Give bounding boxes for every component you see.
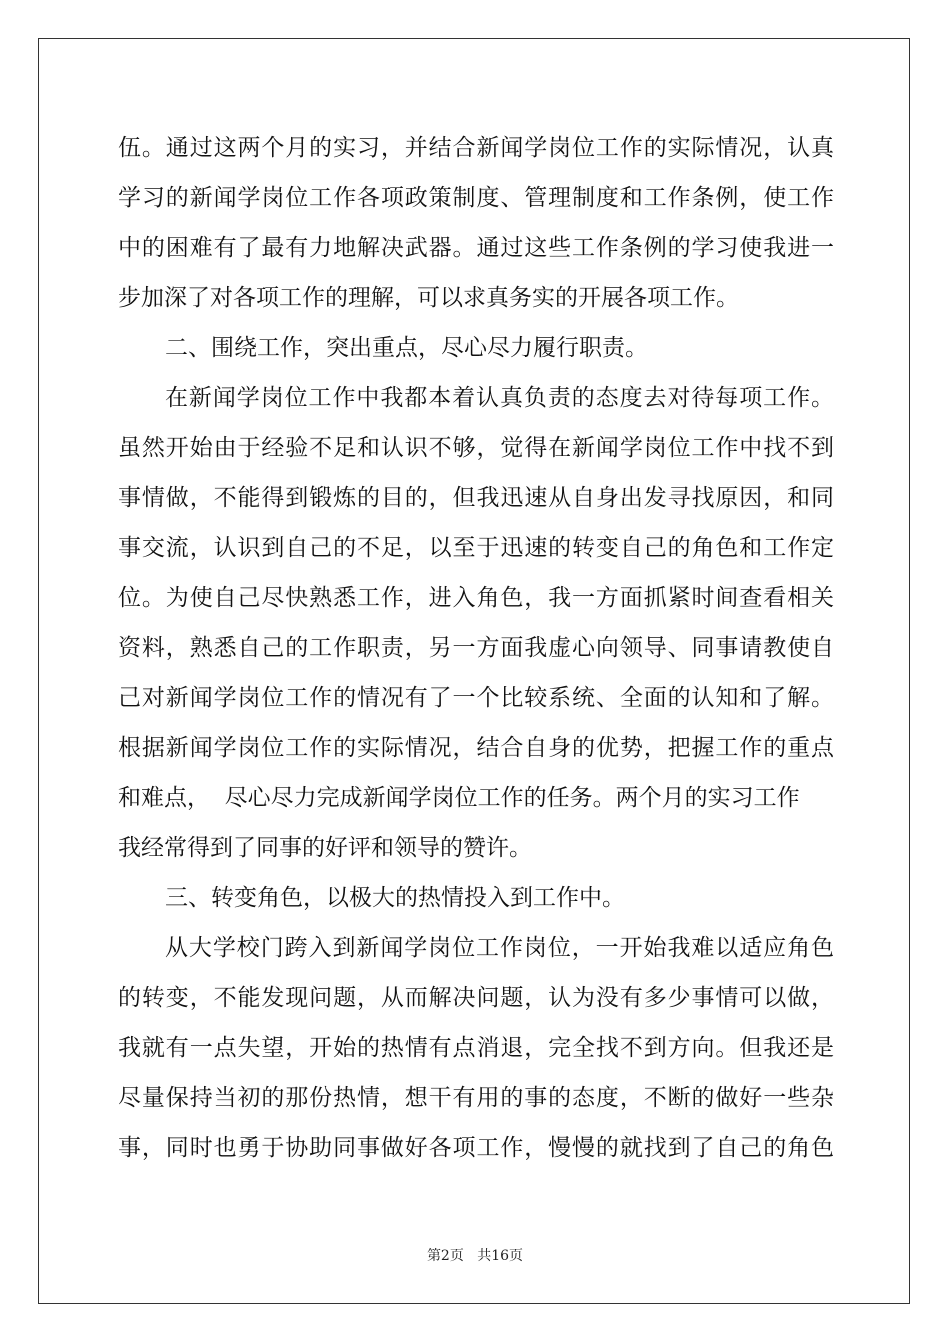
paragraph-line: 和难点， 尽心尽力完成新闻学岗位工作的任务。两个月的实习工作 <box>118 785 800 811</box>
paragraph-line: 资料，熟悉自己的工作职责，另一方面我虚心向领导、同事请教使自 <box>118 635 834 661</box>
paragraph-line: 事情做，不能得到锻炼的目的，但我迅速从自身出发寻找原因，和同 <box>118 485 834 511</box>
page-footer <box>0 1247 950 1265</box>
page-number: 第2页 <box>426 1248 464 1264</box>
paragraph-line: 位。为使自己尽快熟悉工作，进入角色，我一方面抓紧时间查看相关 <box>118 585 834 611</box>
paragraph-line: 中的困难有了最有力地解决武器。通过这些工作条例的学习使我进一 <box>118 235 834 261</box>
section-heading: 二、围绕工作，突出重点，尽心尽力履行职责。 <box>165 335 648 361</box>
paragraph-line: 我就有一点失望，开始的热情有点消退，完全找不到方向。但我还是 <box>118 1035 834 1061</box>
page-total: 共16页 <box>477 1248 524 1264</box>
paragraph-line: 虽然开始由于经验不足和认识不够，觉得在新闻学岗位工作中找不到 <box>118 435 834 461</box>
paragraph-line: 学习的新闻学岗位工作各项政策制度、管理制度和工作条例，使工作 <box>118 185 834 211</box>
paragraph-line: 步加深了对各项工作的理解，可以求真务实的开展各项工作。 <box>118 285 739 311</box>
paragraph-line: 从大学校门跨入到新闻学岗位工作岗位，一开始我难以适应角色 <box>165 935 834 961</box>
paragraph-line: 尽量保持当初的那份热情，想干有用的事的态度，不断的做好一些杂 <box>118 1085 834 1111</box>
paragraph-line: 根据新闻学岗位工作的实际情况，结合自身的优势，把握工作的重点 <box>118 735 834 761</box>
paragraph-line: 我经常得到了同事的好评和领导的赞许。 <box>118 835 532 861</box>
paragraph-line: 己对新闻学岗位工作的情况有了一个比较系统、全面的认知和了解。 <box>118 685 834 711</box>
paragraph-line: 在新闻学岗位工作中我都本着认真负责的态度去对待每项工作。 <box>165 385 834 411</box>
paragraph-line: 伍。通过这两个月的实习，并结合新闻学岗位工作的实际情况，认真 <box>118 135 834 161</box>
paragraph-line: 事交流，认识到自己的不足，以至于迅速的转变自己的角色和工作定 <box>118 535 834 561</box>
paragraph-line: 的转变，不能发现问题，从而解决问题，认为没有多少事情可以做， <box>118 985 834 1011</box>
paragraph-line: 事，同时也勇于协助同事做好各项工作，慢慢的就找到了自己的角色 <box>118 1135 834 1161</box>
section-heading: 三、转变角色，以极大的热情投入到工作中。 <box>165 885 625 911</box>
